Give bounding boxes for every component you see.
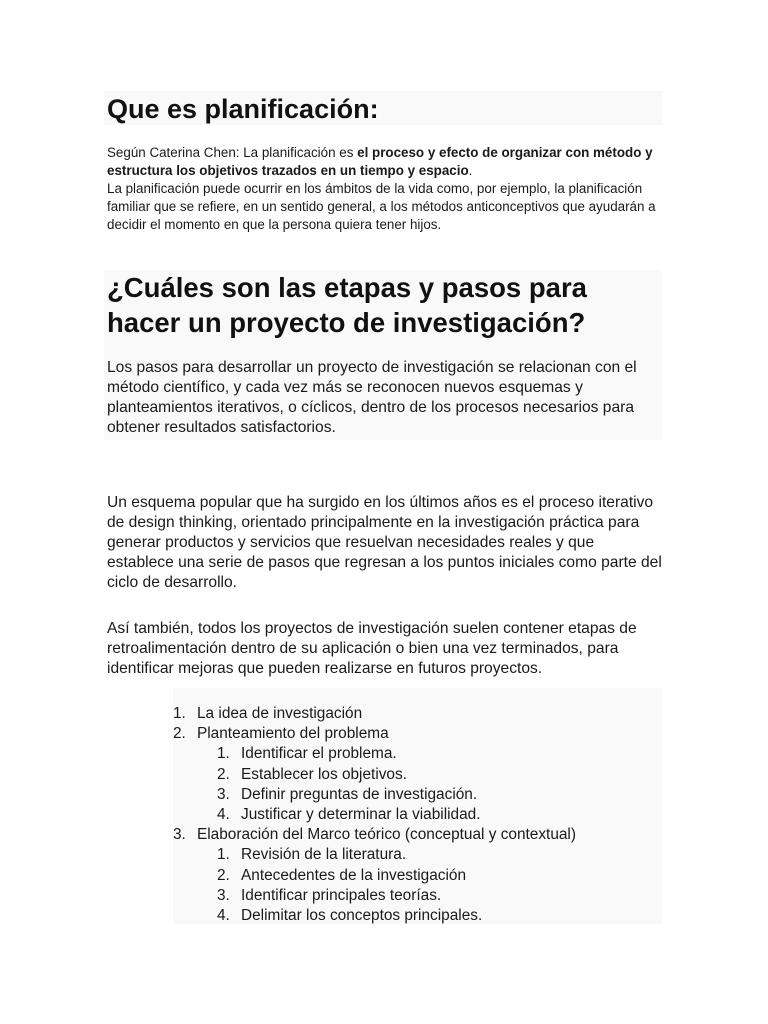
list-item — [173, 704, 663, 724]
steps-list — [173, 704, 663, 926]
sub-list-item — [217, 866, 663, 886]
sub-list-item-text: Delimitar los conceptos principales. — [241, 907, 483, 925]
list-item-number: 3. — [173, 826, 186, 844]
sub-list-item-text: Definir preguntas de investigación. — [241, 785, 478, 803]
list-item — [173, 825, 663, 845]
sub-list-item — [217, 906, 663, 926]
list-item — [173, 724, 663, 744]
paragraph-design-thinking: Un esquema popular que ha surgido en los últimos años es el proceso iterativo de design thinking, orientado principalmente en la investigación práctica para generar productos y servicios que resuelvan necesidades reales y que establece una serie de pasos que regresan a los puntos iniciales como parte del ciclo de desarrollo. — [107, 494, 662, 591]
sub-list-item-number: 2. — [217, 866, 230, 884]
sub-list-item — [217, 785, 663, 805]
sub-list-item-number: 1. — [217, 846, 230, 864]
sub-list-item — [217, 805, 663, 825]
list-item-text: La idea de investigación — [197, 705, 363, 722]
sub-list-item-text: Identificar principales teorías. — [241, 886, 442, 904]
sub-list-item-text: Establecer los objetivos. — [241, 765, 407, 783]
sub-list-item — [217, 744, 663, 764]
sub-list-item-number: 1. — [217, 745, 230, 763]
sub-list-item-text: Antecedentes de la investigación — [241, 866, 467, 884]
sub-list-item — [217, 845, 663, 865]
list-item-number: 2. — [173, 725, 186, 743]
definition-suffix: . — [468, 163, 473, 178]
sub-list-item — [217, 886, 663, 906]
sub-list-item — [217, 765, 663, 785]
sub-list-item-number: 3. — [217, 886, 230, 904]
list-item-text: Planteamiento del problema — [197, 725, 389, 743]
list-item-number: 1. — [173, 705, 186, 722]
intro-second-paragraph: La planificación puede ocurrir en los ámbitos de la vida como, por ejemplo, la planificación familiar que se refiere, en un sentido general, a los métodos anticonceptivos que ayudarán a decidir el momento en que la persona quiera tener hijos. — [107, 181, 656, 232]
definition-bold: el proceso y efecto de organizar con método y estructura los objetivos trazados en un tiempo y espacio — [107, 145, 653, 178]
paragraph-pasos: Los pasos para desarrollar un proyecto de investigación se relacionan con el método científico, y cada vez más se reconocen nuevos esquemas y planteamientos iterativos, o cíclicos, dentro de los procesos necesarios para obtener resultados satisfactorios. — [107, 359, 637, 436]
sub-list-item-number: 4. — [217, 806, 230, 824]
sub-list — [173, 744, 663, 825]
definition-text — [107, 144, 663, 180]
heading-etapas-y-pasos: ¿Cuáles son las etapas y pasos para hacer un proyecto de investigación? — [107, 272, 587, 338]
sub-list-item-text: Revisión de la literatura. — [241, 846, 407, 864]
sub-list-item-text: Identificar el problema. — [241, 745, 397, 763]
sub-list-item-number: 2. — [217, 765, 230, 783]
paragraph-retroalimentacion: Así también, todos los proyectos de investigación suelen contener etapas de retroalimentación dentro de su aplicación o bien una vez terminados, para identificar mejoras que pueden realizarse en futuros proyectos. — [107, 620, 637, 677]
sub-list-item-text: Justificar y determinar la viabilidad. — [241, 806, 481, 824]
intro-paragraph — [107, 144, 663, 234]
list-item-text: Elaboración del Marco teórico (conceptual y contextual) — [197, 826, 576, 844]
definition-prefix: Según Caterina Chen: La planificación es — [107, 145, 358, 160]
heading-que-es-planificacion: Que es planificación: — [107, 94, 379, 124]
sub-list-item-number: 4. — [217, 907, 230, 925]
sub-list — [173, 845, 663, 926]
sub-list-item-number: 3. — [217, 785, 230, 803]
